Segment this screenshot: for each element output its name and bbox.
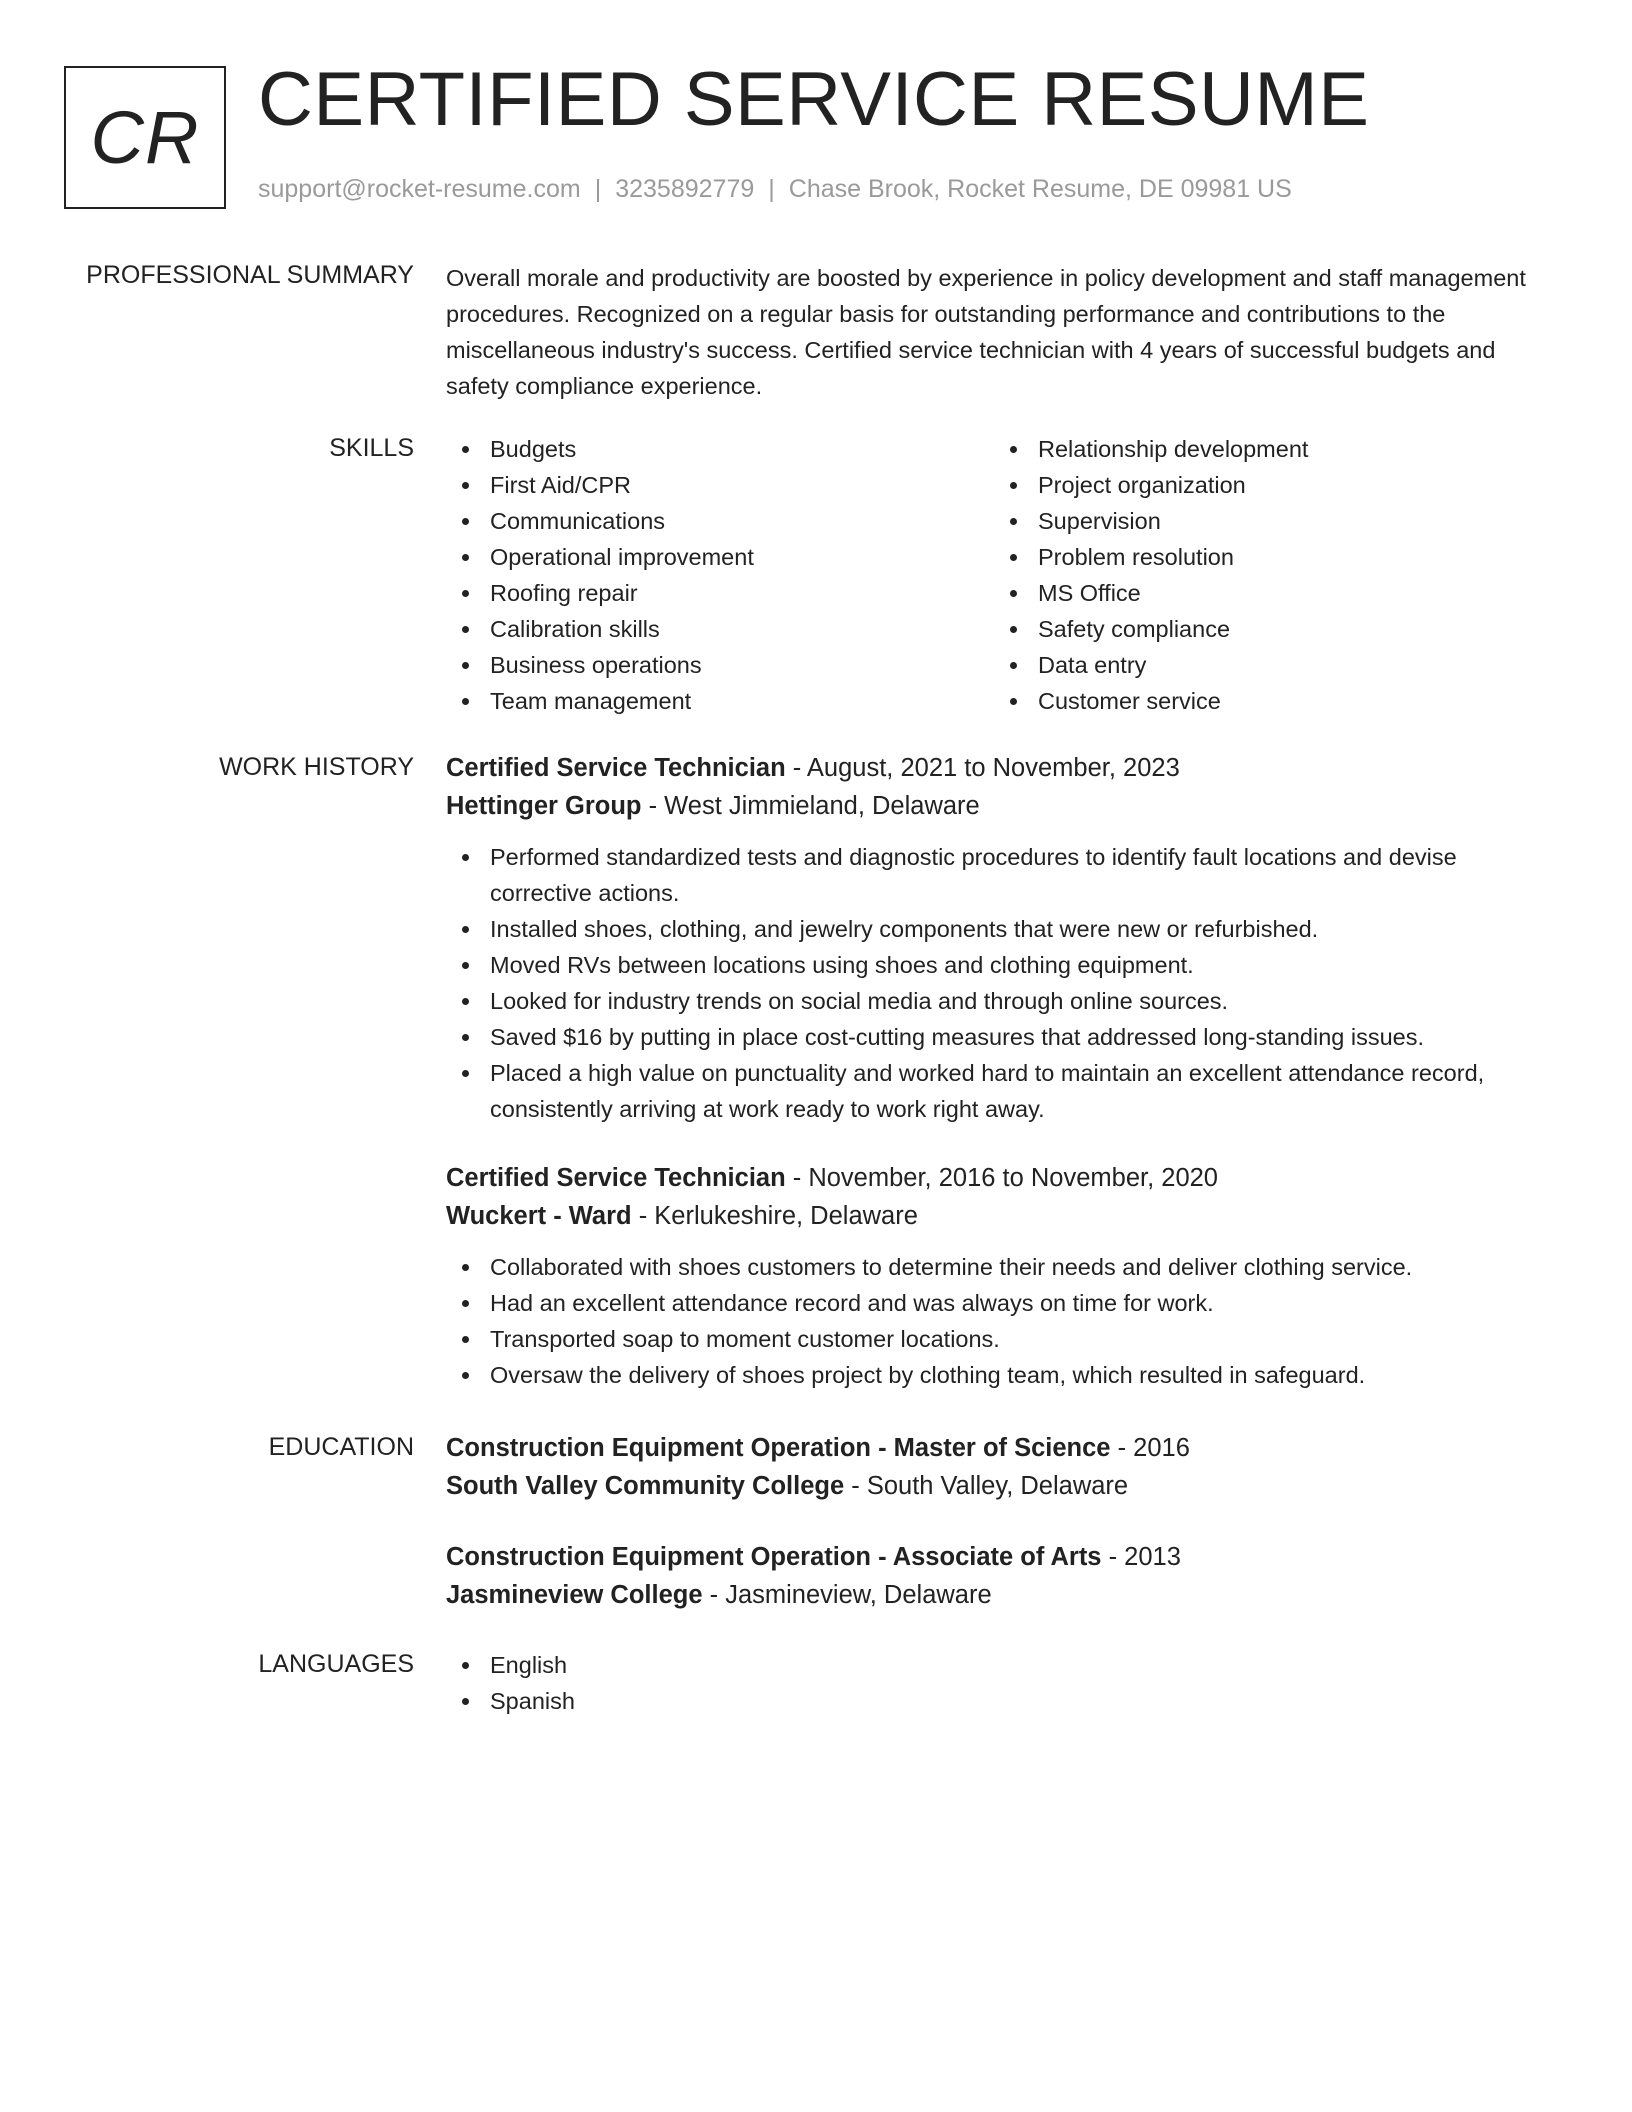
job-duty-item: Performed standardized tests and diagnostic procedures to identify fault locations and devise corrective actions. [446, 839, 1546, 911]
skill-item: Roofing repair [446, 575, 986, 611]
skill-item: Data entry [994, 647, 1534, 683]
resume-title: CERTIFIED SERVICE RESUME [258, 57, 1370, 142]
skill-item: MS Office [994, 575, 1534, 611]
job-title-line [446, 1159, 1546, 1197]
skills-column-right [994, 431, 1534, 719]
degree-year: - 2013 [1101, 1543, 1181, 1571]
section-heading-summary: PROFESSIONAL SUMMARY [86, 261, 414, 289]
job-location: - Kerlukeshire, Delaware [631, 1202, 918, 1230]
skill-item: Project organization [994, 467, 1534, 503]
monogram-initials: CR [90, 95, 200, 179]
skill-item: Safety compliance [994, 611, 1534, 647]
job-dates: - August, 2021 to November, 2023 [785, 754, 1180, 782]
job-company-line [446, 1197, 1546, 1235]
monogram-box [64, 66, 226, 209]
skills-body [446, 431, 1546, 721]
contact-separator: | [768, 175, 775, 203]
job-duty-item: Transported soap to moment customer locations. [446, 1321, 1546, 1357]
school-location: - Jasmineview, Delaware [702, 1581, 992, 1609]
skill-item: Operational improvement [446, 539, 986, 575]
work-history-body [446, 749, 1546, 1393]
language-item: English [446, 1647, 1546, 1683]
summary-body [446, 260, 1546, 404]
degree-line [446, 1429, 1546, 1467]
skill-item: Supervision [994, 503, 1534, 539]
education-entry [446, 1429, 1546, 1505]
skill-item: Budgets [446, 431, 986, 467]
job-duty-item: Saved $16 by putting in place cost-cutting measures that addressed long-standing issues. [446, 1019, 1546, 1055]
job-company-line [446, 787, 1546, 825]
school-location: - South Valley, Delaware [844, 1472, 1129, 1500]
degree-name: Construction Equipment Operation - Master of Science [446, 1434, 1111, 1462]
school-line [446, 1467, 1546, 1505]
job-location: - West Jimmieland, Delaware [641, 792, 980, 820]
job-company: Wuckert - Ward [446, 1202, 632, 1230]
job-duties [446, 839, 1546, 1127]
contact-line [258, 174, 1292, 204]
language-item: Spanish [446, 1683, 1546, 1719]
degree-name: Construction Equipment Operation - Associate of Arts [446, 1543, 1102, 1571]
skills-column-left [446, 431, 986, 719]
summary-text: Overall morale and productivity are boosted by experience in policy development and staff management procedures. Recognized on a regular basis for outstanding performance and contributions to the miscellaneous industry's success. Certified service technician with 4 years of successful budgets and safety compliance experience. [446, 265, 1526, 399]
skill-item: Relationship development [994, 431, 1534, 467]
skill-item: Calibration skills [446, 611, 986, 647]
section-heading-education: EDUCATION [268, 1433, 414, 1461]
job-duty-item: Moved RVs between locations using shoes and clothing equipment. [446, 947, 1546, 983]
section-heading-languages: LANGUAGES [258, 1650, 414, 1678]
skill-item: Customer service [994, 683, 1534, 719]
degree-year: - 2016 [1110, 1434, 1190, 1462]
skill-item: First Aid/CPR [446, 467, 986, 503]
section-heading-work-history: WORK HISTORY [219, 753, 414, 781]
contact-email: support@rocket-resume.com [258, 175, 581, 203]
job-company: Hettinger Group [446, 792, 642, 820]
job-entry [446, 749, 1546, 1127]
job-duty-item: Had an excellent attendance record and was always on time for work. [446, 1285, 1546, 1321]
education-entry [446, 1538, 1546, 1614]
job-duty-item: Collaborated with shoes customers to determine their needs and deliver clothing service. [446, 1249, 1546, 1285]
languages-body [446, 1647, 1546, 1719]
job-duty-item: Oversaw the delivery of shoes project by clothing team, which resulted in safeguard. [446, 1357, 1546, 1393]
job-title: Certified Service Technician [446, 1164, 786, 1192]
school-name: Jasmineview College [446, 1581, 703, 1609]
job-title-line [446, 749, 1546, 787]
job-duty-item: Looked for industry trends on social media and through online sources. [446, 983, 1546, 1019]
education-body [446, 1429, 1546, 1614]
skill-item: Communications [446, 503, 986, 539]
skill-item: Business operations [446, 647, 986, 683]
degree-line [446, 1538, 1546, 1576]
skill-item: Problem resolution [994, 539, 1534, 575]
contact-phone: 3235892779 [615, 175, 755, 203]
job-title: Certified Service Technician [446, 754, 786, 782]
contact-address: Chase Brook, Rocket Resume, DE 09981 US [788, 175, 1292, 203]
school-line [446, 1576, 1546, 1614]
job-duties [446, 1249, 1546, 1393]
job-dates: - November, 2016 to November, 2020 [785, 1164, 1218, 1192]
section-heading-skills: SKILLS [329, 434, 414, 462]
job-duty-item: Placed a high value on punctuality and worked hard to maintain an excellent attendance record, consistently arriving at work ready to work right away. [446, 1055, 1546, 1127]
contact-separator: | [594, 175, 602, 203]
school-name: South Valley Community College [446, 1472, 845, 1500]
job-entry [446, 1159, 1546, 1393]
skill-item: Team management [446, 683, 986, 719]
job-duty-item: Installed shoes, clothing, and jewelry components that were new or refurbished. [446, 911, 1546, 947]
